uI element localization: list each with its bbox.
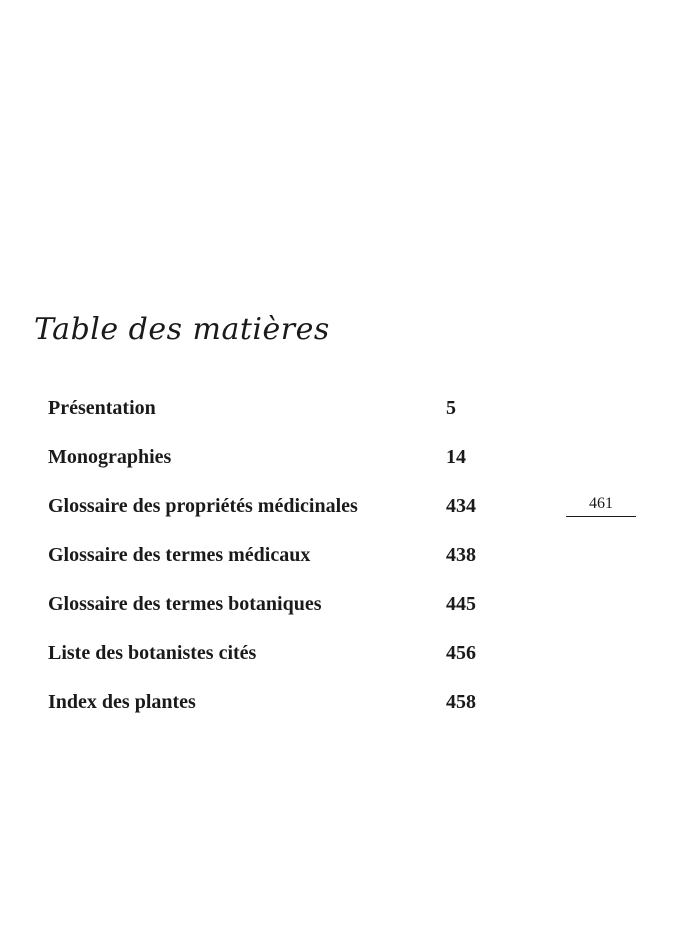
toc-entry [48, 392, 508, 441]
page-number-rule [566, 516, 636, 517]
toc-entry [48, 588, 508, 637]
toc-entry-label: Index des plantes [48, 691, 196, 713]
toc-entry-page: 434 [446, 495, 476, 517]
toc-entry [48, 686, 508, 735]
toc-entry-label: Glossaire des termes médicaux [48, 544, 311, 566]
toc-entry-label: Liste des botanistes cités [48, 642, 257, 664]
page-number: 461 [589, 495, 613, 512]
toc-entry [48, 490, 508, 539]
toc-entry [48, 637, 508, 686]
toc-entry-label: Présentation [48, 397, 156, 419]
toc-entry-page: 456 [446, 642, 476, 664]
toc-entry [48, 441, 508, 490]
toc-entry-page: 458 [446, 691, 476, 713]
toc-entry-page: 14 [446, 446, 466, 468]
toc-entry [48, 539, 508, 588]
toc-entry-label: Glossaire des termes botaniques [48, 593, 322, 615]
toc-entry-label: Monographies [48, 446, 172, 468]
toc-entry-page: 438 [446, 544, 476, 566]
toc-entry-page: 5 [446, 397, 456, 419]
toc-entry-page: 445 [446, 593, 476, 615]
toc-entry-label: Glossaire des propriétés médicinales [48, 495, 358, 517]
page-title: Table des matières [34, 312, 330, 347]
table-of-contents [48, 392, 508, 735]
